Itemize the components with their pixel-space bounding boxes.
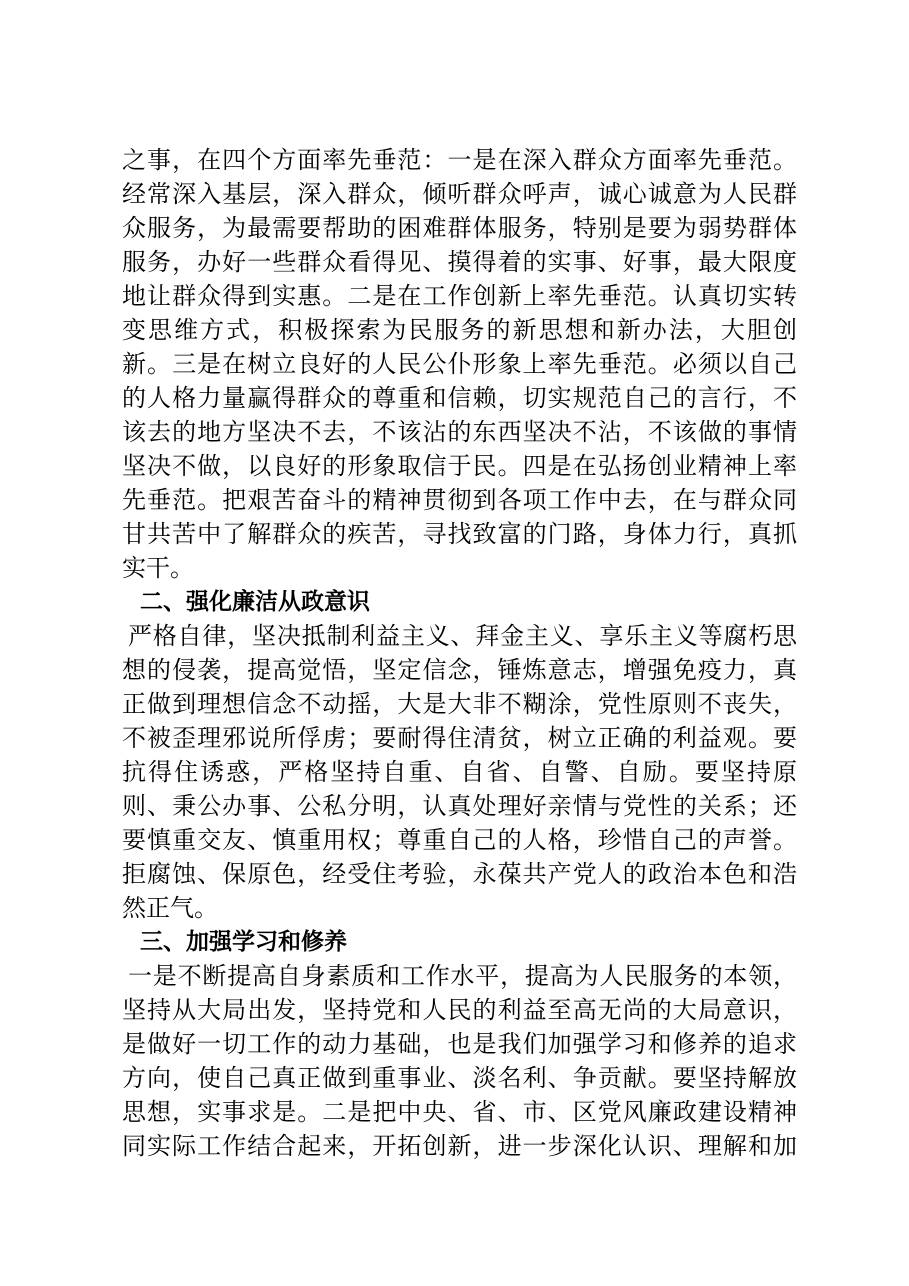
paragraph-line: 严格自律，坚决抵制利益主义、拜金主义、享乐主义等腐朽思 [128, 622, 797, 650]
section-1 [122, 143, 797, 585]
paragraph-line: 新。三是在树立良好的人民公仆形象上率先垂范。必须以自己 [122, 350, 797, 378]
paragraph-line: 的人格力量赢得群众的尊重和信赖，切实规范自己的言行，不 [122, 384, 797, 412]
paragraph-line: 服务，办好一些群众看得见、摸得着的实事、好事，最大限度 [122, 248, 797, 276]
paragraph-line: 然正气。 [122, 894, 218, 922]
paragraph-line: 先垂范。把艰苦奋斗的精神贯彻到各项工作中去，在与群众同 [122, 486, 797, 514]
paragraph-line: 不被歪理邪说所俘虏；要耐得住清贫，树立正确的利益观。要 [122, 724, 797, 752]
paragraph-line: 方向，使自己真正做到重事业、淡名利、争贡献。要坚持解放 [122, 1064, 797, 1092]
paragraph-line: 经常深入基层，深入群众，倾听群众呼声，诚心诚意为人民群 [122, 180, 797, 208]
paragraph-line: 同实际工作结合起来，开拓创新，进一步深化认识、理解和加 [122, 1132, 797, 1160]
paragraph-line: 众服务，为最需要帮助的困难群体服务，特别是要为弱势群体 [122, 214, 797, 242]
paragraph-line: 抗得住诱惑，严格坚持自重、自省、自警、自励。要坚持原 [122, 758, 797, 786]
paragraph-line: 想的侵袭，提高觉悟，坚定信念，锤炼意志，增强免疫力，真 [122, 656, 797, 684]
paragraph-line: 坚决不做，以良好的形象取信于民。四是在弘扬创业精神上率 [122, 452, 797, 480]
paragraph-line: 之事，在四个方面率先垂范：一是在深入群众方面率先垂范。 [122, 146, 797, 174]
paragraph-line: 要慎重交友、慎重用权；尊重自己的人格，珍惜自己的声誉。 [122, 826, 797, 854]
paragraph-line: 拒腐蚀、保原色，经受住考验，永葆共产党人的政治本色和浩 [122, 860, 797, 888]
paragraph-line: 地让群众得到实惠。二是在工作创新上率先垂范。认真切实转 [122, 282, 797, 310]
section-heading: 三、加强学习和修养 [140, 929, 347, 955]
paragraph-line: 则、秉公办事、公私分明，认真处理好亲情与党性的关系；还 [122, 792, 797, 820]
section-2 [122, 585, 797, 925]
paragraph-line: 该去的地方坚决不去，不该沾的东西坚决不沾，不该做的事情 [122, 418, 797, 446]
paragraph-line: 变思维方式，积极探索为民服务的新思想和新办法，大胆创 [122, 316, 797, 344]
paragraph-line: 是做好一切工作的动力基础，也是我们加强学习和修养的追求 [122, 1030, 797, 1058]
paragraph-line: 一是不断提高自身素质和工作水平，提高为人民服务的本领， [128, 962, 797, 990]
paragraph-line: 实干。 [122, 554, 194, 582]
paragraph-line: 甘共苦中了解群众的疾苦，寻找致富的门路，身体力行，真抓 [122, 520, 797, 548]
paragraph-line: 坚持从大局出发，坚持党和人民的利益至高无尚的大局意识， [122, 996, 797, 1024]
paragraph-line: 正做到理想信念不动摇，大是大非不糊涂，党性原则不丧失， [122, 690, 797, 718]
section-3 [122, 925, 797, 1163]
section-heading: 二、强化廉洁从政意识 [140, 589, 370, 615]
document-body [122, 143, 797, 1163]
paragraph-line: 思想，实事求是。二是把中央、省、市、区党风廉政建设精神 [122, 1098, 797, 1126]
